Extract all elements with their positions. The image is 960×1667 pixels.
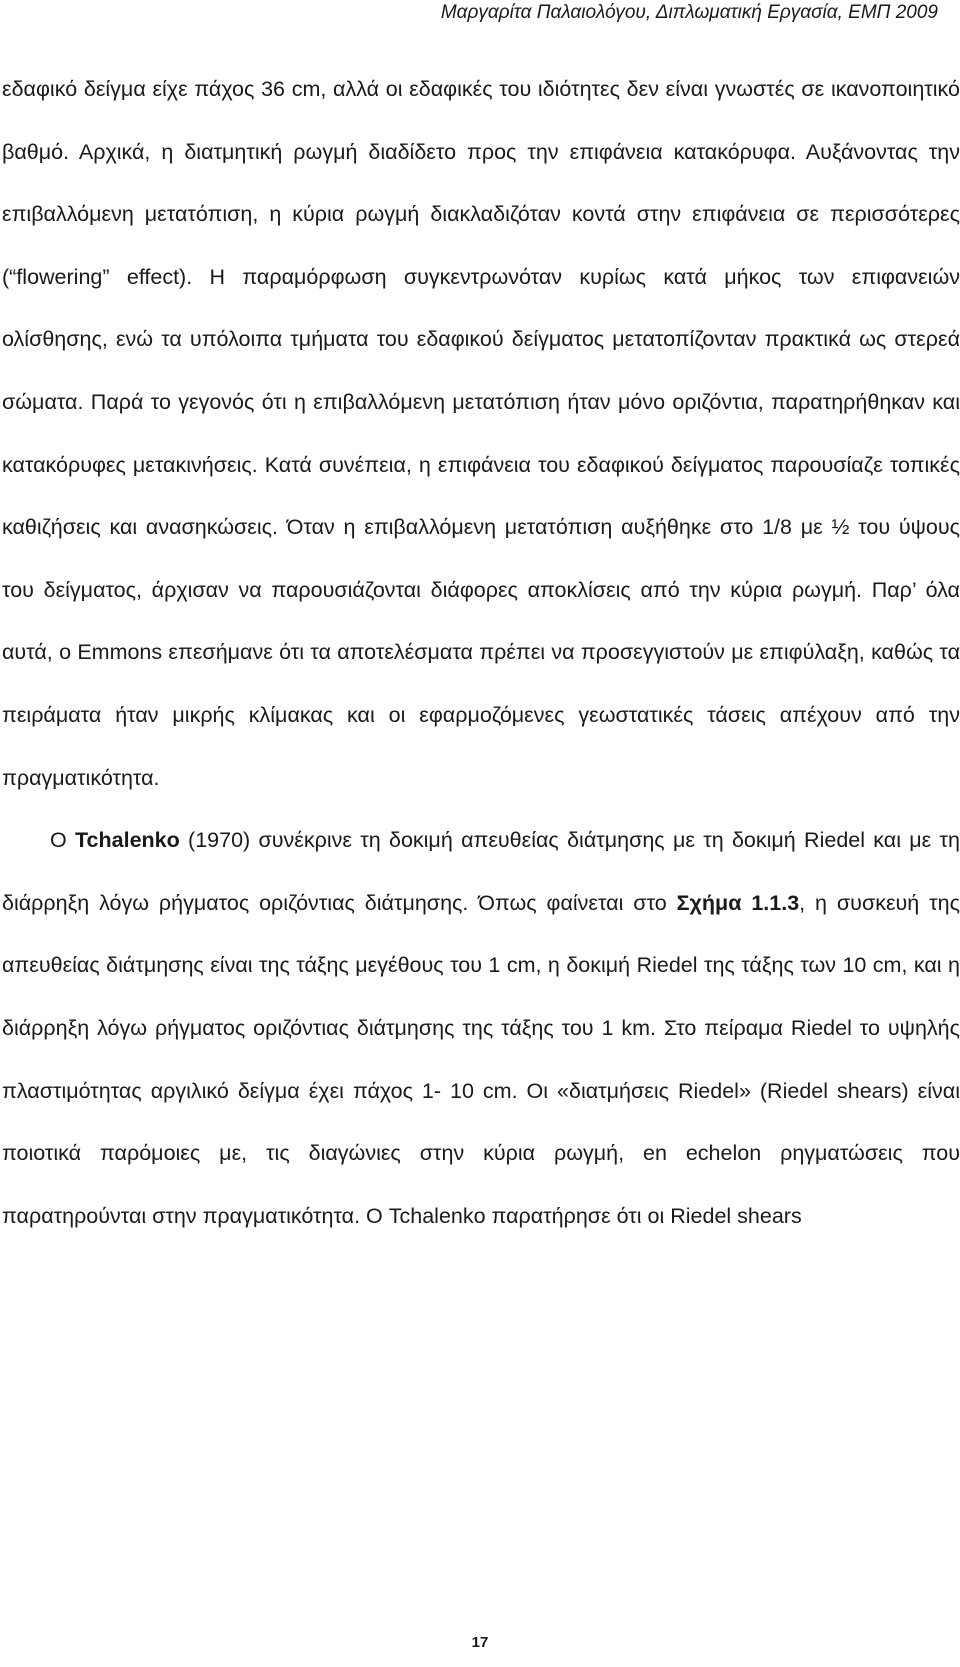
paragraph-2-lead: Ο bbox=[50, 828, 76, 853]
paragraph-2-rest: , η συσκευή της απευθείας διάτμησης είναι της τάξης μεγέθους του 1 cm, η δοκιμή Riedel της τάξης των 10 cm, και η διάρρηξη λόγω ρήγματος οριζόντιας διάτμησης της τάξης του 1 km. Στο πείραμα Riedel το υψηλής πλαστιμότητας αργιλικό δείγμα έχει πάχος 1- 10 cm. Οι «διατμήσεις Riedel» (Riedel shears) είναι ποιοτικά παρόμοιες με, τις διαγώνιες στην κύρια ρωγμή, en echelon ρηγματώσεις που παρατηρούνται στην πραγματικότητα. Ο Tchalenko παρατήρησε ότι οι Riedel shears bbox=[2, 890, 960, 1228]
document-body bbox=[2, 58, 960, 1247]
paragraph-1: εδαφικό δείγμα είχε πάχος 36 cm, αλλά οι εδαφικές του ιδιότητες δεν είναι γνωστές σε ικανοποιητικό βαθμό. Αρχικά, η διατμητική ρωγμή διαδίδετο προς την επιφάνεια κατακόρυφα. Αυξάνοντας την επιβαλλόμενη μετατόπιση, η κύρια ρωγμή διακλαδιζόταν κοντά στην επιφάνεια σε περισσότερες (“flowering” effect). Η παραμόρφωση συγκεντρωνόταν κυρίως κατά μήκος των επιφανειών ολίσθησης, ενώ τα υπόλοιπα τμήματα του εδαφικού δείγματος μετατοπίζονταν πρακτικά ως στερεά σώματα. Παρά το γεγονός ότι η επιβαλλόμενη μετατόπιση ήταν μόνο οριζόντια, παρατηρήθηκαν και κατακόρυφες μετακινήσεις. Κατά συνέπεια, η επιφάνεια του εδαφικού δείγματος παρουσίαζε τοπικές καθιζήσεις και ανασηκώσεις. Όταν η επιβαλλόμενη μετατόπιση αυξήθηκε στο 1/8 με ½ του ύψους του δείγματος, άρχισαν να παρουσιάζονται διάφορες αποκλίσεις από την κύρια ρωγμή. Παρ’ όλα αυτά, ο Emmons επεσήμανε ότι τα αποτελέσματα πρέπει να προσεγγιστούν με επιφύλαξη, καθώς τα πειράματα ήταν μικρής κλίμακας και οι εφαρμοζόμενες γεωστατικές τάσεις απέχουν από την πραγματικότητα. bbox=[2, 77, 960, 790]
running-header: Μαργαρίτα Παλαιολόγου, Διπλωματική Εργασία, ΕΜΠ 2009 bbox=[440, 2, 938, 23]
paragraph-2 bbox=[2, 809, 960, 1247]
figure-reference: Σχήμα 1.1.3 bbox=[676, 890, 800, 915]
page-number: 17 bbox=[471, 1634, 489, 1651]
author-name-bold: Tchalenko bbox=[75, 828, 180, 853]
paragraph-2-after-author: (1970) συνέκρινε τη δοκιμή απευθείας διάτμησης με τη δοκιμή Riedel και με τη διάρρηξη λόγω ρήγματος οριζόντιας διάτμησης. Όπως φαίνεται στο bbox=[2, 828, 960, 915]
